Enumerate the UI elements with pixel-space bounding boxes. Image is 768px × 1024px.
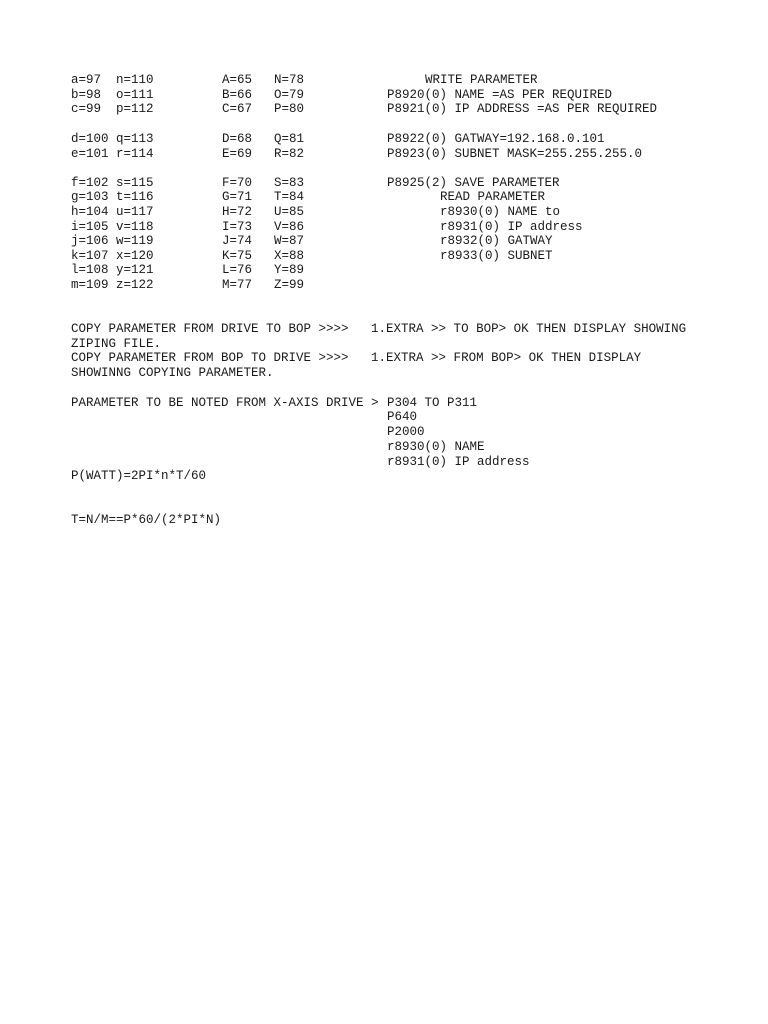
- lowercase-code: m=109: [71, 278, 109, 292]
- uppercase-code: A=65: [222, 73, 253, 87]
- lowercase-code: h=104: [71, 205, 109, 219]
- lowercase-code: d=100: [71, 132, 109, 146]
- uppercase-code: N=78: [274, 73, 305, 87]
- uppercase-code: P=80: [274, 102, 305, 116]
- uppercase-code: Y=89: [274, 263, 305, 277]
- lowercase-code: s=115: [116, 176, 154, 190]
- lowercase-code: g=103: [71, 190, 109, 204]
- write-param-subnet: P8923(0) SUBNET MASK=255.255.255.0: [387, 147, 643, 161]
- lowercase-code: u=117: [116, 205, 154, 219]
- uppercase-code: B=66: [222, 88, 253, 102]
- uppercase-code: C=67: [222, 102, 253, 116]
- lowercase-code: l=108: [71, 263, 109, 277]
- read-parameter-heading: READ PARAMETER: [440, 190, 546, 204]
- copy-note-line: COPY PARAMETER FROM BOP TO DRIVE >>>> 1.EXTRA >> FROM BOP> OK THEN DISPLAY: [71, 351, 642, 365]
- uppercase-code: R=82: [274, 147, 305, 161]
- power-formula: P(WATT)=2PI*n*T/60: [71, 469, 207, 483]
- xaxis-label: PARAMETER TO BE NOTED FROM X-AXIS DRIVE >: [71, 396, 379, 410]
- lowercase-code: k=107: [71, 249, 109, 263]
- uppercase-code: X=88: [274, 249, 305, 263]
- lowercase-code: x=120: [116, 249, 154, 263]
- uppercase-code: U=85: [274, 205, 305, 219]
- uppercase-code: G=71: [222, 190, 253, 204]
- lowercase-code: j=106: [71, 234, 109, 248]
- uppercase-code: Q=81: [274, 132, 305, 146]
- copy-note-line: COPY PARAMETER FROM DRIVE TO BOP >>>> 1.EXTRA >> TO BOP> OK THEN DISPLAY SHOWING: [71, 322, 687, 336]
- read-param-item: r8932(0) GATWAY: [440, 234, 553, 248]
- lowercase-code: q=113: [116, 132, 154, 146]
- uppercase-code: F=70: [222, 176, 253, 190]
- uppercase-code: T=84: [274, 190, 305, 204]
- uppercase-code: V=86: [274, 220, 305, 234]
- uppercase-code: W=87: [274, 234, 305, 248]
- uppercase-code: H=72: [222, 205, 253, 219]
- uppercase-code: L=76: [222, 263, 253, 277]
- lowercase-code: e=101: [71, 147, 109, 161]
- read-param-item: r8933(0) SUBNET: [440, 249, 553, 263]
- lowercase-code: v=118: [116, 220, 154, 234]
- write-parameter-heading: WRITE PARAMETER: [425, 73, 538, 87]
- lowercase-code: t=116: [116, 190, 154, 204]
- lowercase-code: r=114: [116, 147, 154, 161]
- lowercase-code: o=111: [116, 88, 154, 102]
- lowercase-code: y=121: [116, 263, 154, 277]
- uppercase-code: S=83: [274, 176, 305, 190]
- xaxis-item: P640: [387, 410, 418, 424]
- lowercase-code: p=112: [116, 102, 154, 116]
- torque-formula: T=N/M==P*60/(2*PI*N): [71, 513, 222, 527]
- copy-note-line: SHOWINNG COPYING PARAMETER.: [71, 366, 274, 380]
- uppercase-code: K=75: [222, 249, 253, 263]
- uppercase-code: Z=99: [274, 278, 305, 292]
- uppercase-code: J=74: [222, 234, 253, 248]
- write-param-ip: P8921(0) IP ADDRESS =AS PER REQUIRED: [387, 102, 658, 116]
- write-param-save: P8925(2) SAVE PARAMETER: [387, 176, 560, 190]
- read-param-item: r8931(0) IP address: [440, 220, 583, 234]
- uppercase-code: O=79: [274, 88, 305, 102]
- uppercase-code: I=73: [222, 220, 253, 234]
- copy-note-line: ZIPING FILE.: [71, 337, 162, 351]
- write-param-gateway: P8922(0) GATWAY=192.168.0.101: [387, 132, 605, 146]
- lowercase-code: i=105: [71, 220, 109, 234]
- lowercase-code: f=102: [71, 176, 109, 190]
- read-param-item: r8930(0) NAME to: [440, 205, 561, 219]
- uppercase-code: M=77: [222, 278, 253, 292]
- uppercase-code: D=68: [222, 132, 253, 146]
- lowercase-code: c=99: [71, 102, 102, 116]
- uppercase-code: E=69: [222, 147, 253, 161]
- xaxis-item: P304 TO P311: [387, 396, 478, 410]
- xaxis-item: r8931(0) IP address: [387, 455, 530, 469]
- lowercase-code: b=98: [71, 88, 102, 102]
- lowercase-code: a=97: [71, 73, 102, 87]
- xaxis-item: r8930(0) NAME: [387, 440, 485, 454]
- lowercase-code: n=110: [116, 73, 154, 87]
- write-param-name: P8920(0) NAME =AS PER REQUIRED: [387, 88, 613, 102]
- lowercase-code: w=119: [116, 234, 154, 248]
- xaxis-item: P2000: [387, 425, 425, 439]
- lowercase-code: z=122: [116, 278, 154, 292]
